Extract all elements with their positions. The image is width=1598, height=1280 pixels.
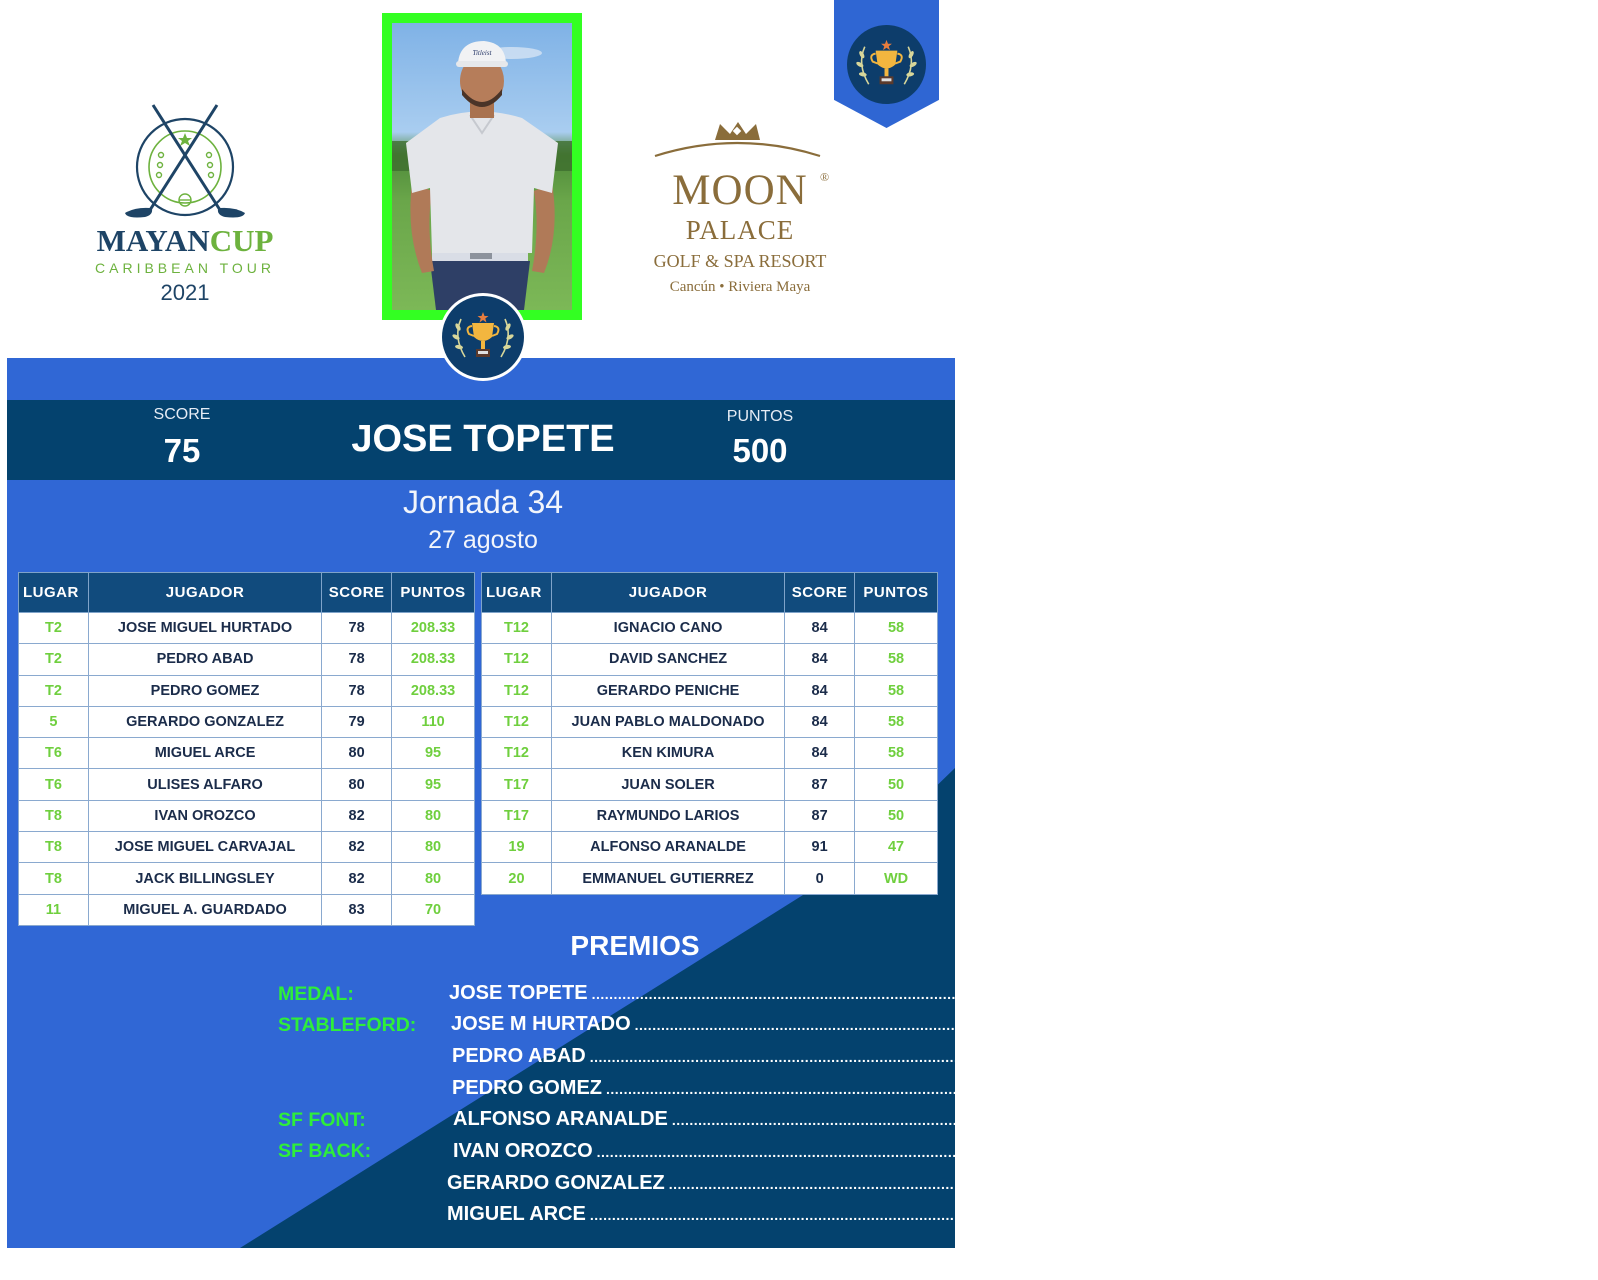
cell-jugador: PEDRO ABAD	[88, 644, 321, 675]
cell-jugador: JOSE MIGUEL CARVAJAL	[88, 832, 321, 863]
table-row	[19, 863, 475, 894]
round-date: 27 agosto	[428, 526, 538, 554]
prizes-title: PREMIOS	[570, 930, 700, 961]
sponsor-logo-title: MOON	[672, 167, 808, 214]
cell-score: 83	[322, 894, 392, 925]
cell-lugar: T8	[19, 800, 89, 831]
event-logo-wordmark	[55, 223, 315, 259]
crown-icon	[650, 118, 825, 158]
cell-lugar: T6	[19, 769, 89, 800]
table-row	[482, 769, 938, 800]
cell-lugar: T2	[19, 644, 89, 675]
cell-jugador: IVAN OROZCO	[88, 800, 321, 831]
cell-lugar: T8	[19, 863, 89, 894]
prize-winner: PEDRO ABAD	[452, 1045, 586, 1067]
cell-score: 87	[785, 769, 855, 800]
cell-score: 78	[322, 613, 392, 644]
score-label: SCORE	[153, 406, 211, 423]
prize-line	[453, 1108, 1598, 1134]
table-row	[482, 863, 938, 894]
table-row	[482, 738, 938, 769]
prize-amount: $2000	[1473, 982, 1530, 1004]
cell-jugador: EMMANUEL GUTIERREZ	[551, 863, 784, 894]
cell-puntos: 208.33	[392, 613, 475, 644]
table-row	[19, 738, 475, 769]
cell-lugar: 11	[19, 894, 89, 925]
cell-puntos: 58	[855, 644, 938, 675]
dot-leader: ........................................................................................................................................................................................................	[589, 1049, 1468, 1065]
puntos-label: PUNTOS	[726, 408, 794, 425]
cell-puntos: 58	[855, 706, 938, 737]
table-row	[482, 613, 938, 644]
column-header-lugar: LUGAR	[19, 573, 89, 613]
cell-score: 82	[322, 863, 392, 894]
prize-line	[451, 1013, 1562, 1039]
cell-jugador: JUAN SOLER	[551, 769, 784, 800]
column-header-puntos: PUNTOS	[855, 573, 938, 613]
prize-category-sf-back: SF BACK:	[278, 1140, 372, 1162]
event-logo-word-cup: CUP	[209, 223, 274, 258]
dot-leader: ........................................................................................................................................................................................................	[596, 1144, 1475, 1160]
cell-jugador: RAYMUNDO LARIOS	[551, 800, 784, 831]
cell-lugar: T17	[482, 769, 552, 800]
cell-puntos: 110	[392, 706, 475, 737]
cell-lugar: 19	[482, 832, 552, 863]
prize-category-sf-font: SF FONT:	[278, 1109, 366, 1131]
cell-score: 78	[322, 675, 392, 706]
prize-winner: IVAN OROZCO	[453, 1140, 593, 1162]
cell-score: 84	[785, 613, 855, 644]
player-photo	[392, 23, 572, 310]
table-row	[19, 800, 475, 831]
table-row	[19, 706, 475, 737]
dot-leader: ........................................................................................................................................................................................................	[671, 1112, 1550, 1128]
prize-amount: $83	[1478, 1140, 1512, 1162]
column-header-lugar: LUGAR	[482, 573, 552, 613]
cell-score: 80	[322, 738, 392, 769]
table-header-row	[482, 573, 938, 613]
prize-amount: $166	[1516, 1013, 1562, 1035]
cell-lugar: T12	[482, 706, 552, 737]
cell-puntos: WD	[855, 863, 938, 894]
column-header-score: SCORE	[785, 573, 855, 613]
cell-puntos: 58	[855, 613, 938, 644]
round-title: Jornada 34	[402, 484, 564, 520]
cell-puntos: 208.33	[392, 675, 475, 706]
cell-score: 87	[785, 800, 855, 831]
dot-leader: ........................................................................................................................................................................................................	[606, 1081, 1484, 1097]
prize-amount: $83	[1550, 1172, 1585, 1194]
cell-jugador: JOSE MIGUEL HURTADO	[88, 613, 321, 644]
cell-puntos: 58	[855, 738, 938, 769]
cell-jugador: GERARDO GONZALEZ	[88, 706, 321, 737]
corner-ribbon	[834, 0, 939, 128]
cell-lugar: 5	[19, 706, 89, 737]
cell-lugar: T2	[19, 675, 89, 706]
column-header-puntos: PUNTOS	[392, 573, 475, 613]
results-table-left	[18, 572, 475, 926]
dot-leader: ........................................................................................................................................................................................................	[668, 1176, 1547, 1192]
prize-amount: $166	[1471, 1045, 1517, 1067]
cell-puntos: 80	[392, 863, 475, 894]
sponsor-logo	[640, 118, 840, 308]
column-header-jugador: JUGADOR	[551, 573, 784, 613]
featured-score: 75	[163, 432, 201, 469]
cell-lugar: T12	[482, 738, 552, 769]
table-row	[19, 894, 475, 925]
cell-score: 79	[322, 706, 392, 737]
table-row	[19, 644, 475, 675]
prize-winner: JOSE TOPETE	[449, 982, 588, 1004]
table-row	[482, 675, 938, 706]
table-row	[482, 706, 938, 737]
cell-jugador: JUAN PABLO MALDONADO	[551, 706, 784, 737]
featured-player-name: JOSE TOPETE	[351, 418, 615, 460]
cell-puntos: 70	[392, 894, 475, 925]
cell-jugador: ALFONSO ARANALDE	[551, 832, 784, 863]
table-row	[19, 675, 475, 706]
cell-lugar: T12	[482, 613, 552, 644]
dot-leader: ........................................................................................................................................................................................................	[634, 1017, 1513, 1033]
cell-puntos: 50	[855, 769, 938, 800]
cell-lugar: T8	[19, 832, 89, 863]
sponsor-logo-line2: PALACE	[685, 215, 795, 245]
player-photo-frame	[382, 13, 582, 320]
cell-score: 78	[322, 644, 392, 675]
dot-leader: ........................................................................................................................................................................................................	[591, 986, 1470, 1002]
dot-leader: ........................................................................................................................................................................................................	[589, 1207, 1468, 1223]
table-row	[19, 832, 475, 863]
cell-score: 80	[322, 769, 392, 800]
prize-amount: $83	[1471, 1203, 1506, 1225]
cell-jugador: KEN KIMURA	[551, 738, 784, 769]
table-row	[482, 644, 938, 675]
cell-puntos: 80	[392, 800, 475, 831]
prize-amount: $250	[1553, 1108, 1598, 1130]
cell-jugador: MIGUEL A. GUARDADO	[88, 894, 321, 925]
prize-winner: ALFONSO ARANALDE	[453, 1108, 668, 1130]
cell-lugar: T12	[482, 644, 552, 675]
table-row	[482, 800, 938, 831]
table-row	[482, 832, 938, 863]
column-header-jugador: JUGADOR	[88, 573, 321, 613]
prize-line	[452, 1045, 1517, 1071]
column-header-score: SCORE	[322, 573, 392, 613]
event-logo-subtitle: CARIBBEAN TOUR	[95, 260, 275, 276]
cell-score: 82	[322, 800, 392, 831]
cell-score: 84	[785, 644, 855, 675]
event-logo-word-mayan: MAYAN	[96, 223, 210, 258]
cell-lugar: T2	[19, 613, 89, 644]
table-row	[19, 613, 475, 644]
cell-lugar: T17	[482, 800, 552, 831]
prize-winner: PEDRO GOMEZ	[452, 1077, 603, 1099]
cell-puntos: 47	[855, 832, 938, 863]
cell-score: 91	[785, 832, 855, 863]
prize-winner: MIGUEL ARCE	[447, 1203, 586, 1225]
golfer-portrait-icon	[392, 23, 572, 310]
svg-text:Titleist: Titleist	[472, 49, 492, 57]
featured-puntos: 500	[732, 432, 788, 469]
cell-lugar: T12	[482, 675, 552, 706]
mayan-cup-logo	[55, 95, 315, 315]
cell-puntos: 80	[392, 832, 475, 863]
cell-score: 84	[785, 675, 855, 706]
cell-jugador: ULISES ALFARO	[88, 769, 321, 800]
cell-puntos: 95	[392, 769, 475, 800]
cell-score: 84	[785, 738, 855, 769]
cell-lugar: T6	[19, 738, 89, 769]
cell-puntos: 50	[855, 800, 938, 831]
cell-lugar: 20	[482, 863, 552, 894]
prize-category-stableford: STABLEFORD:	[278, 1014, 417, 1036]
prize-category-medal: MEDAL:	[278, 983, 354, 1005]
cell-jugador: DAVID SANCHEZ	[551, 644, 784, 675]
cell-puntos: 208.33	[392, 644, 475, 675]
center-trophy-icon	[438, 292, 528, 382]
sponsor-logo-line4: Cancún • Riviera Maya	[669, 279, 811, 295]
prize-line	[453, 1140, 1512, 1166]
cell-score: 82	[322, 832, 392, 863]
prize-line	[452, 1077, 1533, 1103]
cell-jugador: PEDRO GOMEZ	[88, 675, 321, 706]
prize-winner: GERARDO GONZALEZ	[447, 1172, 665, 1194]
prize-line	[447, 1203, 1506, 1229]
table-row	[19, 769, 475, 800]
cell-jugador: GERARDO PENICHE	[551, 675, 784, 706]
prize-winner: JOSE M HURTADO	[451, 1013, 631, 1035]
cell-score: 0	[785, 863, 855, 894]
trophy-laurel-icon	[847, 25, 926, 104]
cell-puntos: 58	[855, 675, 938, 706]
results-table-right	[481, 572, 938, 895]
registered-mark: ®	[820, 170, 830, 184]
prize-line	[449, 982, 1530, 1008]
table-header-row	[19, 573, 475, 613]
cell-score: 84	[785, 706, 855, 737]
crossed-golf-clubs-icon	[105, 95, 265, 235]
prize-line	[447, 1172, 1585, 1198]
cell-jugador: IGNACIO CANO	[551, 613, 784, 644]
cell-jugador: MIGUEL ARCE	[88, 738, 321, 769]
event-logo-year: 2021	[160, 280, 210, 305]
cell-puntos: 95	[392, 738, 475, 769]
cell-jugador: JACK BILLINGSLEY	[88, 863, 321, 894]
sponsor-logo-line3: GOLF & SPA RESORT	[653, 251, 827, 271]
prize-amount: $166	[1487, 1077, 1533, 1099]
